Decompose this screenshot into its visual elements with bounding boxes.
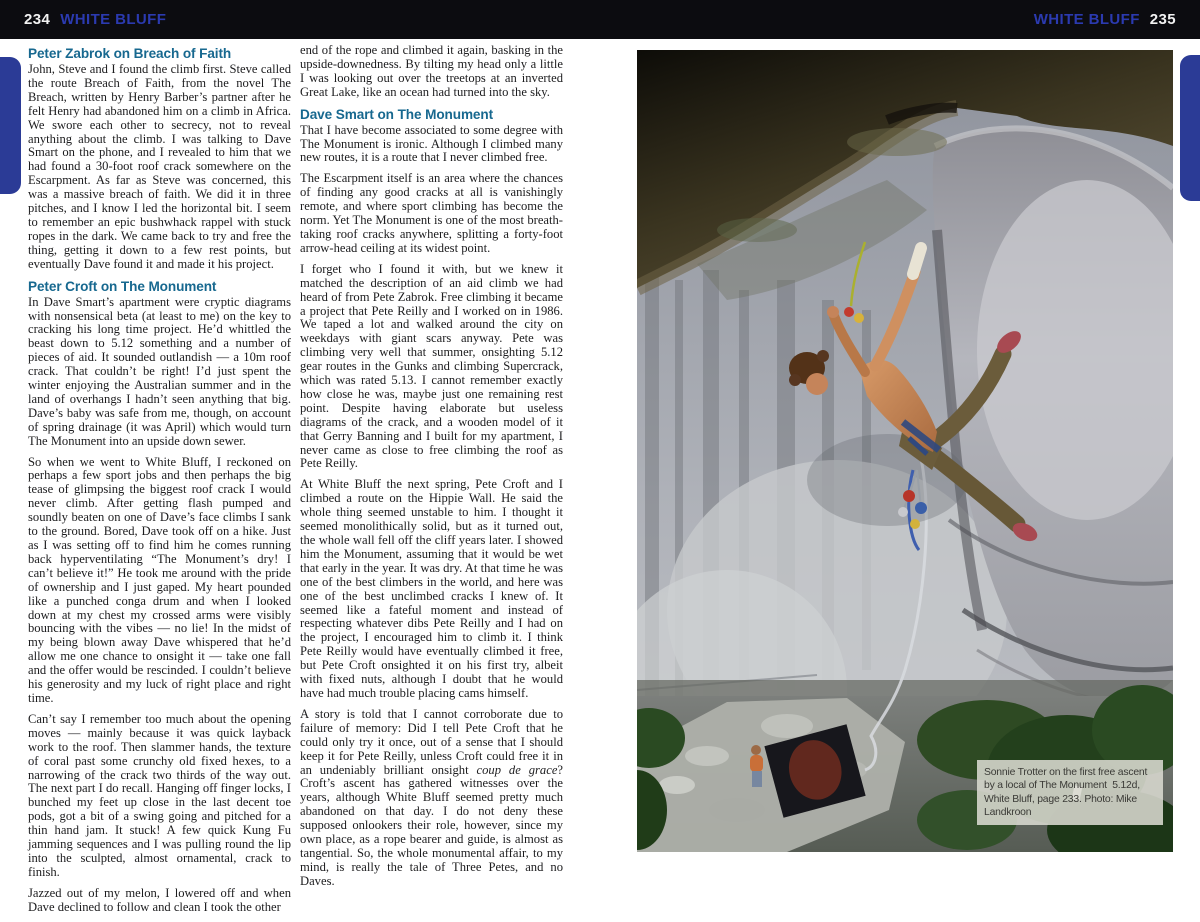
italic-phrase: coup de grace [476, 762, 558, 777]
section-heading-zabrok: Peter Zabrok on Breach of Faith [28, 46, 232, 61]
paragraph-croft-4-continued: end of the rope and climbed it again, basking in the upside-downedness. By tilting my head only a little I was looking out over the treetops at an inverted Great Lake, like an ocean had turned into the sky. [300, 43, 563, 99]
right-section-title: WHITE BLUFF [1033, 11, 1140, 28]
paragraph-smart-2: The Escarpment itself is an area where the chances of finding any good cracks at all is vanishingly remote, and where sport climbing has become the norm. Yet The Monument is one of the most breath-taking roof cracks anywhere, splitting a forty-foot arrow-head ceiling at its widest point. [300, 171, 563, 255]
paragraph-croft-1: In Dave Smart’s apartment were cryptic diagrams with nonsensical beta (at least to me) on the key to cracking his long time project. He’d whittled the beast down to 5.12 something and a number of pieces of aid. It sounded outlandish — a 10m roof crack. That couldn’t be right! I’d just spent the winter enjoying the Australian summer and in the land of overhangs I hadn’t seen anything that big. Dave’s baby was safe from me, though, on account of spring drainage (it was April) which would turn The Monument into an upside down sewer. [28, 294, 291, 448]
paragraph-smart-4: At White Bluff the next spring, Pete Croft and I climbed a route on the Hippie Wall. He said the whole thing seemed unstable to him. I thought it seemed monolithically solid, but as it turned out, the whole wall fell off the cliff years later. I showed him the Monument, assuming that it would be wet that early in the year. It was dry. At that time he was one of the best climbers in the world, and here was one of the best unclimbed cracks I knew of. It seemed like a fateful moment and instead of respecting whatever dibs Pete Reilly and I had on the project, I encouraged him to climb it. I think Pete Reilly would have eventually climbed it free, but Pete Croft onsighted it on his first try, albeit with fixed nuts, although I doubt that he would have had much trouble placing cams himself. [300, 477, 563, 700]
paragraph-smart-1: That I have become associated to some degree with The Monument is ironic. Although I climbed many new routes, it is a route that I never climbed free. [300, 122, 563, 165]
paragraph-croft-3: Can’t say I remember too much about the opening moves — mainly because it was quick layback work to the roof. Then slammer hands, the texture of coral past some crunchy old fixed hexes, to a narrowing of the crack two thirds of the way out. The next part I do recall. Hanging off finger locks, I bunched my feet up close in the last decent toe pods, got a bit of a swing going and pitched for a thin hand jam. It stuck! A few quick Kung Fu jamming sequences and I was pulling round the lip into the sculpted, almost ornamental, crack to finish. [28, 711, 291, 879]
left-page-number: 234 [24, 11, 51, 28]
paragraph-croft-4: Jazzed out of my melon, I lowered off and when Dave declined to follow and clean I took the other [28, 885, 291, 914]
section-heading-smart: Dave Smart on The Monument [300, 106, 494, 122]
climbing-photo-illustration [637, 50, 1173, 852]
text-column-1 [28, 44, 291, 922]
text-column-2 [300, 44, 563, 896]
right-page-number: 235 [1149, 11, 1176, 28]
paragraph-smart-5 [300, 708, 563, 889]
right-folio [1034, 11, 1176, 28]
left-section-title: WHITE BLUFF [60, 11, 167, 28]
paragraph-croft-2: So when we went to White Bluff, I reckoned on perhaps a few sport jobs and then perhaps the big tease of glimpsing the biggest roof crack I would never climb. After getting flash pumped and soundly beaten on one of Dave’s face climbs I sank to the ground. Bored, Dave took off on a hike. Just as I was setting off to find him he comes running back hyperventilating “The Monument’s dry! I can’t believe it!” He took me around with the pride of ownership and I just gaped. My heart pounded like a punched conga drum and when I looked down at my chest my crossed arms were visibly bouncing with the vibes — no lie! In the midst of my being blown away Dave whispered that he’d allow me one chance to onsight it — take one fall and the offer would be rescinded. I couldn’t believe his generosity and my luck of right place and right time. [28, 454, 291, 705]
paragraph-zabrok-1: John, Steve and I found the climb first. Steve called the route Breach of Faith, from the novel The Breach, written by Henry Barber’s partner after he felt Henry had abandoned him on a climb in Africa. We swore each other to secrecy, not to reveal anything about the climb. I was talking to Dave Smart on the phone, and I revealed to him that we had found a 30-foot roof crack somewhere on the Escarpment. As far as Steve was concerned, this was a massive breach of faith. We did it in three pitches, and I know I led the horizontal bit. I seem to remember an epic bushwhack rappel with stuck ropes in the dark. We came back to try and free the thing, getting it down to a few rest points, but eventually Dave found it and made it his project. [28, 62, 291, 271]
section-heading-croft: Peter Croft on The Monument [28, 278, 217, 294]
paragraph-smart-5-lead: A story is told that I cannot corroborate due to failure of memory: Did I tell Pete Croft that he could only try it once, out of a sense that I should keep it for Pete Reilly, unless Croft could free it in an undeniably brilliant onsight [300, 706, 563, 777]
paragraph-smart-3: I forget who I found it with, but we knew it matched the description of an aid climb we had heard of from Pete Zabrok. Free climbing it became a project that Pete Reilly and I worked on in 1986. We taped a lot and walked around the city on weekdays with giant scars anyway. Pete was climbing very well that summer, onsighting 5.12 gear routes in the Gunks and climbing Supercrack, which was rated 5.13. I cannot remember exactly how close he was, maybe just one remaining rest point. Despite having elaborate but useless diagrams of the crack, and a wooden model of it that Gerry Banning and I built for my apartment, I never came as close to free climbing the roof as Pete Reilly. [300, 261, 563, 471]
paragraph-smart-5-tail: ? Croft’s ascent has gathered witnesses over the years, although White Bluff seemed pretty much abandoned on that day. I do not deny these supposed onlookers their role, however, since my own place, as a rope bearer and guide, is almost as tangential. So, the whole monumental affair, to my mind, is really the tale of Three Petes, and no Daves. [300, 762, 563, 888]
page-header-bar [0, 0, 1200, 39]
left-page-tab [0, 57, 21, 194]
right-page-tab [1180, 55, 1200, 201]
left-folio [24, 11, 166, 28]
photo-caption: Sonnie Trotter on the first free ascent by a local of The Monument 5.12d, White Bluff, page 233. Photo: Mike Landkroon [977, 760, 1163, 825]
climbing-photo [637, 50, 1173, 852]
